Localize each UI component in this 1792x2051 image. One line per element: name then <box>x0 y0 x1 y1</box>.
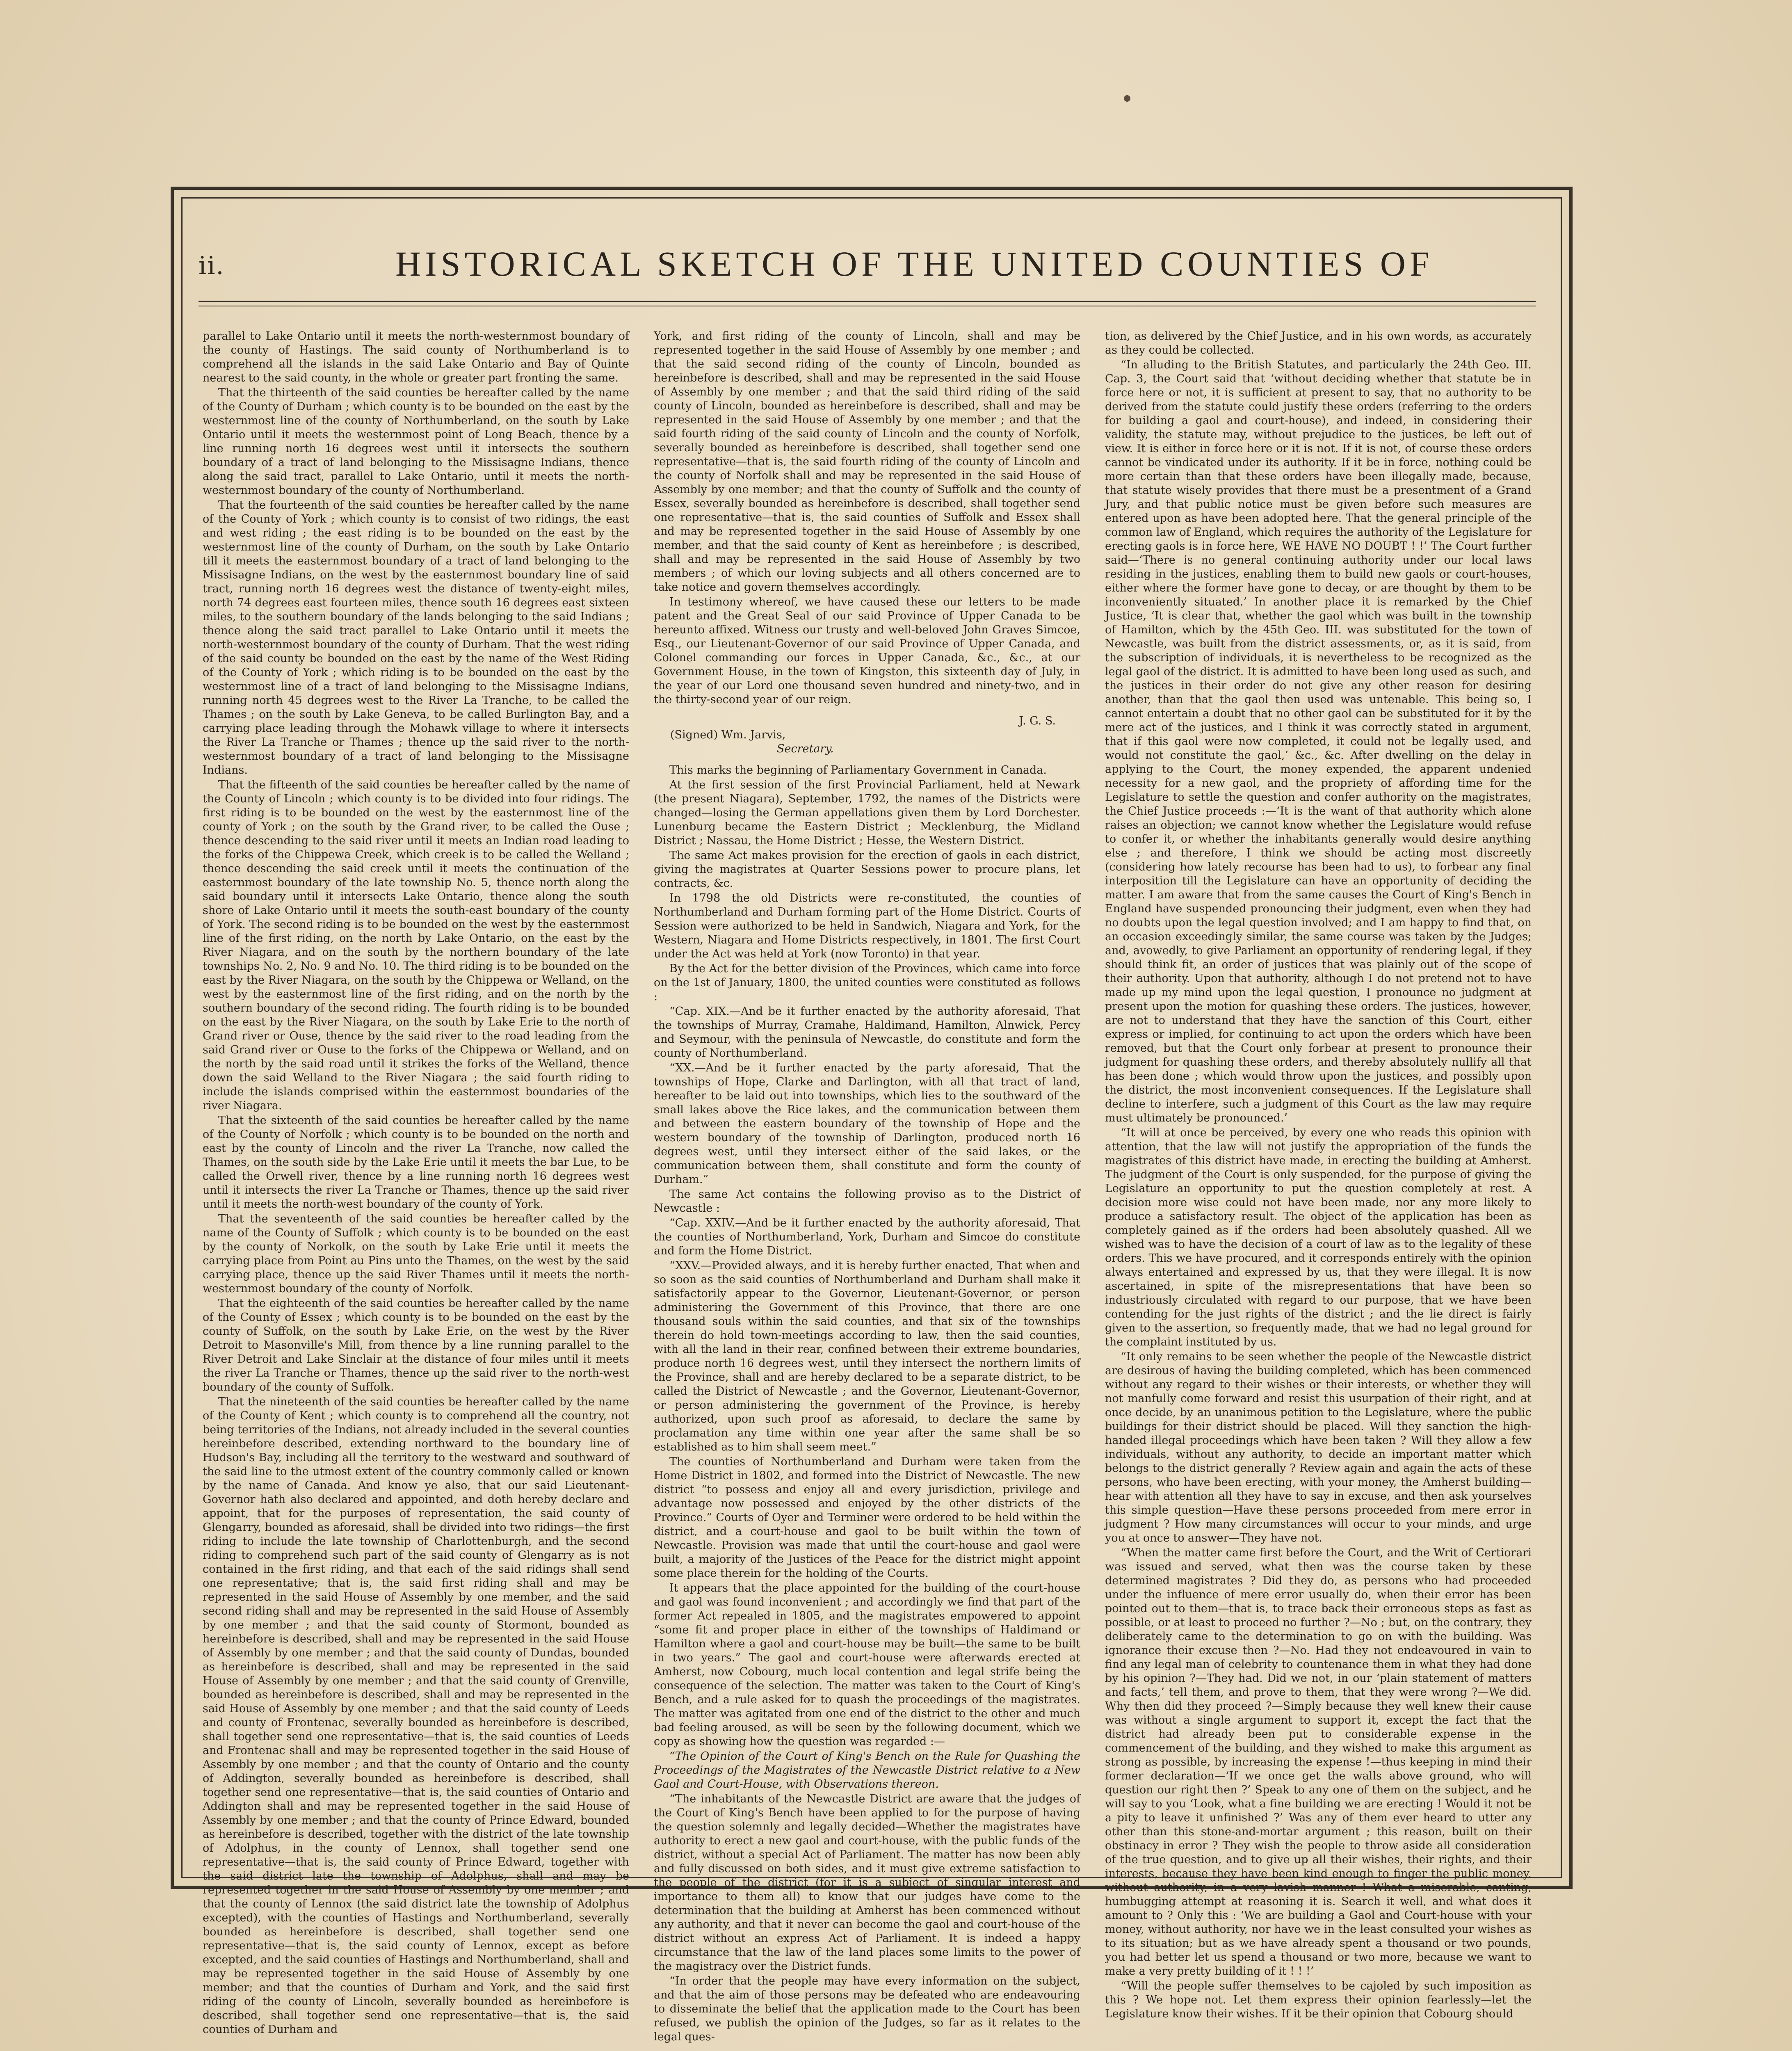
paragraph: That the thirteenth of the said counties be hereafter called by the name of the County of Durham ; which county is to be bounded on the east by the westernmost line of the county of Northumberland, on the south by Lake Ontario until it meets the westernmost point of Long Beach, thence by a line running north 16 degrees west until it intersects the southern boundary of a tract of land belonging to the Missisagne Indians, thence along the said tract, parallel to Lake Ontario, until it meets the north-westernmost boundary of the county of Northumberland. <box>203 386 629 497</box>
paragraph: This marks the beginning of Parliamentary Government in Canada. <box>669 764 1047 777</box>
paragraph: “XX.—And be it further enacted by the party aforesaid, That the townships of Hope, Clarke and Darlington, with all that tract of land, hereafter to be laid out into townships, which lies to the southward of the small lakes above the Rice lakes, and the communication between them and between the eastern boundary of the township of Hope and the western boundary of the township of Darlington, produced north 16 degrees west, until they intersect either of the said lakes, or the communication between them, shall constitute and form the county of Durham.” <box>654 1062 1080 1186</box>
paragraph: In 1798 the old Districts were re-constituted, the counties of Northumberland and Durham forming part of the Home District. Courts of Session were authorized to be held in Sandwich, Niagara and York, for the Western, Niagara and Home Districts respectively, in 1801. The first Court under the Act was held at York (now Toronto) in that year. <box>654 892 1080 960</box>
paragraph: The same Act makes provision for the erection of gaols in each district, giving the magistrates at Quarter Sessions power to procure plans, let contracts, &c. <box>654 849 1080 890</box>
paragraph: “It only remains to be seen whether the people of the Newcastle district are desirous of having the building completed, which has been commenced without any regard to their wishes or their interests, or whether they will not manfully come forward and resist this usurpation of their right, and at once decide, by an unanimous petition to the Legislature, where the public buildings for their district should be placed. Will they sanction the high-handed illegal proceedings which have been taken ? Will they allow a few individuals, without any authority, to decide an important matter which belongs to the district generally ? Review again and again the acts of these persons, who have been erecting, with your money, the Amherst building—hear with attention all they have to say in excuse, and then ask yourselves this simple question—Have these persons proceeded from mere error in judgment ? How many circumstances will occur to your minds, and urge you at once to answer—They have not. <box>1105 1350 1532 1544</box>
paragraph: “It will at once be perceived, by every one who reads this opinion with attention, that the law will not justify the appropriation of the funds the magistrates of this district have made, in erecting the building at Amherst. The judgment of the Court is only suspended, for the purpose of giving the Legislature an opportunity to put the question completely at rest. A decision more wise could not have been made, nor any more likely to produce a satisfactory result. The object of the application has been as completely gained as if the orders had been absolutely quashed. All we wished was to have the decision of a court of law as to the legality of these orders. This we have procured, and it corresponds entirely with the opinion always entertained and expressed by us, that they were illegal. It is now ascertained, in spite of the misrepresentations that have been so industriously circulated with regard to our purpose, that we have been contending for the just rights of the district ; and the lie direct is fairly given to the assertion, so frequently made, that we had no legal ground for the complaint instituted by us. <box>1105 1126 1532 1348</box>
signature-block <box>654 714 1080 756</box>
ink-dot <box>1124 95 1130 102</box>
page-number: ii. <box>199 251 225 280</box>
paragraph: That the fourteenth of the said counties be hereafter called by the name of the County of York ; which county is to consist of two ridings, the east and west riding ; the east riding is to be bounded on the east by the westernmost line of the county of Durham, on the south by Lake Ontario till it meets the easternmost boundary of a tract of land belonging to the Missisagne Indians, on the west by the easternmost boundary line of said tract, running north 16 degrees west the distance of twenty-eight miles, north 74 degrees east fourteen miles, thence south 16 degrees east sixteen miles, to the southern boundary of the lands belonging to the said Indians ; thence along the said tract parallel to Lake Ontario until it meets the north-westernmost boundary of the county of Durham. That the west riding of the said county be bounded on the east by the name of the West Riding of the County of York ; which riding is to be bounded on the east by the westernmost line of a tract of land belonging to the Missisagne Indians, running north 45 degrees west to the River La Tranche, to be called the Thames ; on the south by Lake Geneva, to be called Burlington Bay, and a carrying place leading through the Mohawk village to where it intersects the River La Tranche or Thames ; thence up the said river to the north-westernmost boundary of a tract of land belonging to the Missisagne Indians. <box>203 499 629 777</box>
paragraph: The counties of Northumberland and Durham were taken from the Home District in 1802, and formed into the District of Newcastle. The new district “to possess and enjoy all and every jurisdiction, privilege and advantage now possessed and enjoyed by the other districts of the Province.” Courts of Oyer and Terminer were ordered to be held within the district, and a court-house and gaol to be built within the town of Newcastle. Provision was made that until the court-house and gaol were built, a majority of the Justices of the Peace for the district might appoint some place therein for the holding of the Courts. <box>654 1455 1080 1580</box>
paragraph: “In alluding to the British Statutes, and particularly the 24th Geo. III. Cap. 3, the Court said that ‘without deciding whether that statute be in force here or not, it is sufficient at present to say, that no authority to be derived from the statute could justify these orders (referring to the orders for building a gaol and court-house), and indeed, in considering their validity, the statute may, without prejudice to the justices, be left out of view. It is either in force here or it is not. If it is not, of course these orders cannot be vindicated under its authority. If it be in force, nothing could be more certain than that these orders have been illegally made, because, that statute wisely provides that there must be a presentment of a Grand Jury, and that public notice must be given before such measures are entered upon as have been adopted here. That the general principle of the common law of England, which requires the authority of the Legislature for erecting gaols is in force here, WE HAVE NO DOUBT ! !’ The Court further said—‘There is no general continuing authority under our local laws residing in the justices, enabling them to build new gaols or court-houses, either where the former have gone to decay, or are thought by them to be inconveniently situated.’ In another place it is remarked by the Chief Justice, ‘It is clear that, whether the gaol which was built in the township of Hamilton, which by the 45th Geo. III. was substituted for the town of Newcastle, was built from the district assessments, or, as it is said, from the subscription of individuals, it is nevertheless to be recognized as the legal gaol of the district. It is admitted to have been long used as such, and the justices in their order do not give any other reason for desiring another, than that the gaol then used was untenable. This being so, I cannot entertain a doubt that no other gaol can be substituted for it by the mere act of the justices, and I think it was correctly stated in argument, that if this gaol were now completed, it could not be legally used, and would not constitute the gaol,’ &c., &c. After dwelling on the delay in applying to the Court, the money expended, the apparent undenied necessity for a new gaol, and the propriety of affording time for the Legislature to settle the question and confer authority on the magistrates, the Chief Justice proceeds :—‘It is the want of that authority which alone raises an objection; we cannot know whether the Legislature would refuse to confer it, or whether the inhabitants generally would desire anything else ; and therefore, I think we should be acting most discreetly (considering how lately recourse has been had to us), to forbear any final interposition till the Legislature can have an opportunity of deciding the matter. I am aware that from the same causes the Court of King's Bench in England have suspended pronouncing their judgment, even when they had no doubts upon the legal question involved; and I am happy to find that, on an occasion exceedingly similar, the same course was taken by the Judges; and, avowedly, to give Parliament an opportunity of rendering legal, if they should think fit, an order of justices that was plainly out of the scope of their authority. Upon that authority, although I do not pretend not to have made up my mind upon the legal question, I pronounce no judgment at present upon the motion for quashing these orders. The justices, however, are not to understand that they have the sanction of this Court, either express or implied, for continuing to act upon the orders which have been removed, but that the Court only forbear at present to pronounce their judgment for quashing these orders, and thereby absolutely nullify all that has been done ; which would throw upon the justices, and possibly upon the district, the most inconvenient consequences. If the Legislature shall decline to interfere, such a judgment of this Court as the law may require must ultimately be pronounced.’ <box>1105 359 1532 1124</box>
paragraph: “In order that the people may have every information on the subject, and that the aim of those persons may be defeated who are endeavouring to disseminate the belief that the application made to the Court has been refused, we publish the opinion of the Judges, so far as it relates to the legal ques- <box>654 1975 1080 2043</box>
page-frame <box>171 187 1573 2043</box>
paragraph: That the nineteenth of the said counties be hereafter called by the name of the County of Kent ; which county is to comprehend all the country, not being territories of the Indians, not already included in the several counties hereinbefore described, extending northward to the boundary line of Hudson's Bay, including all the territory to the westward and southward of the said line to the utmost extent of the country commonly called or known by the name of Canada. And know ye also, that our said Lieutenant-Governor hath also declared and appointed, and doth hereby declare and appoint, that for the purposes of representation, the said county of Glengarry, bounded as aforesaid, shall be divided into two ridings—the first riding to include the late township of Charlottenburgh, and the second riding to comprehend such part of the said county of Glengarry as is not contained in the first riding, and that each of the said ridings shall send one representative; that is, the said first riding shall and may be represented in the said House of Assembly by one member, and the said second riding shall and may be represented in the said House of Assembly by one member ; and that the said county of Stormont, bounded as hereinbefore is described, shall and may be represented in the said House of Assembly by one member ; and that the said county of Dundas, bounded as hereinbefore is described, shall and may be represented in the said House of Assembly by one member ; and that the said county of Grenville, bounded as hereinbefore is described, shall and may be represented in the said House of Assembly by one member ; and that the said county of Leeds and county of Frontenac, severally bounded as hereinbefore is described, shall together send one representative—that is, the said counties of Leeds and Frontenac shall and may be represented together in the said House of Assembly by one member ; and that the county of Ontario and the county of Addington, severally bounded as hereinbefore is described, shall together send one representative—that is, the said counties of Ontario and Addington shall and may be represented together in the said House of Assembly by one member ; and that the county of Prince Edward, bounded as hereinbefore is described, together with the district of the late township of Adolphus, in the county of Lennox, shall together send one representative—that is, the said county of Prince Edward, together with the said district late the township of Adolphus, shall and may be represented together in the said House of Assembly by one member ; and that the county of Lennox (the said district late the township of Adolphus excepted), with the counties of Hastings and Northumberland, severally bounded as hereinbefore is described, shall together send one representative—that is, the said county of Lennox, except as before excepted, and the said counties of Hastings and Northumberland, shall and may be represented together in the said House of Assembly by one member; and that the counties of Durham and York, and the said first riding of the county of Lincoln, severally bounded as hereinbefore is described, shall together send one representative—that is, the said counties of Durham and <box>203 1396 629 2036</box>
signature-role: Secretary. <box>777 742 834 755</box>
paragraph: parallel to Lake Ontario until it meets the north-westernmost boundary of the county of Hastings. The said county of Northumberland is to comprehend all the islands in the said Lake Ontario and Bay of Quinte nearest to the said county, in the whole or greater part fronting the same. <box>203 330 629 384</box>
paragraph: It appears that the place appointed for the building of the court-house and gaol was found inconvenient ; and accordingly we find that part of the former Act repealed in 1805, and the magistrates empowered to appoint “some fit and proper place in either of the townships of Haldimand or Hamilton where a gaol and court-house may be built—the same to be built in two years.” The gaol and court-house were afterwards erected at Amherst, now Cobourg, much local contention and legal strife being the consequence of the selection. The matter was taken to the Court of King's Bench, and a rule asked for to quash the proceedings of the magistrates. The matter was agitated from one end of the district to the other and much bad feeling aroused, as will be seen by the following document, which we copy as showing how the question was regarded :— <box>654 1582 1080 1748</box>
paragraph: By the Act for the better division of the Provinces, which came into force on the 1st of January, 1800, the united counties were constituted as follows : <box>654 962 1080 1003</box>
paragraph: “The Opinion of the Court of King's Bench on the Rule for Quashing the Proceedings of the Magistrates of the Newcastle District relative to a New Gaol and Court-House, with Observations thereon. <box>654 1750 1080 1791</box>
paragraph: That the seventeenth of the said counties be hereafter called by the name of the County of Suffolk ; which county is to be bounded on the east by the county of Norkolk, on the south by Lake Erie until it meets the carrying place from Point au Pins unto the Thames, on the west by the said carrying place, thence up the said River Thames until it meets the north-westernmost boundary of the county of Norfolk. <box>203 1213 629 1295</box>
text-columns <box>203 329 1532 2043</box>
paragraph: “XXV.—Provided always, and it is hereby further enacted, That when and so soon as the said counties of Northumberland and Durham shall make it satisfactorily appear to the Governor, Lieutenant-Governor, or person administering the Government of this Province, that there are one thousand souls within the said counties, and that six of the townships therein do hold town-meetings according to law, then the said counties, with all the land in their rear, confined between their extreme boundaries, produce north 16 degrees west, until they intersect the northern limits of the Province, shall and are hereby declared to be a separate district, to be called the District of Newcastle ; and the Governor, Lieutenant-Governor, or person administering the government of the Province, is hereby authorized, upon such proof as aforesaid, to declare the same by proclamation any time within one year after the same shall be so established as to him shall seem meet.” <box>654 1259 1080 1453</box>
header-rule <box>199 301 1536 302</box>
page-header <box>199 243 1532 288</box>
signature-initials: J. G. S. <box>1019 715 1056 727</box>
paragraph: That the fifteenth of the said counties be hereafter called by the name of the County of Lincoln ; which county is to be divided into four ridings. The first riding is to be bounded on the west by the easternmost line of the county of York ; on the south by the Grand river, to be called the Ouse ; thence descending to the said river until it meets an Indian road leading to the forks of the Chippewa Creek, which creek is to be called the Welland ; thence descending the said creek until it meets the continuation of the easternmost boundary of the late township No. 5, thence north along the said boundary until it intersects Lake Ontario, thence along the south shore of Lake Ontario until it meets the south-east boundary of the county of York. The second riding is to be bounded on the west by the easternmost line of the first riding, on the north by Lake Ontario, on the east by the River Niagara, and on the south by the northern boundary of the late townships No. 2, No. 9 and No. 10. The third riding is to be bounded on the east by the River Niagara, on the south by the Chippewa or Welland, on the west by the easternmost line of the first riding, and on the north by the southern boundary of the second riding. The fourth riding is to be bounded on the east by the River Niagara, on the south by Lake Erie to the north of Grand river or Ouse, thence by the said river to the road leading from the said Grand river or Ouse to the forks of the Chippewa or Welland, and on the north by the said road until it strikes the forks of the Welland, thence down the said Welland to the River Niagara ; the said fourth riding to include the islands comprised within the easternmost boundaries of the river Niagara. <box>203 779 629 1112</box>
paragraph: “When the matter came first before the Court, and the Writ of Certiorari was issued and served, what then was the course taken by these determined magistrates ? Did they do, as persons who had proceeded under the influence of mere error usually do, when their error has been pointed out to them—that is, to trace back their erroneous steps as fast as possible, or at least to proceed no further ?—No ; but, on the contrary, they deliberately came to the determination to go on with the building. Was ignorance their excuse then ?—No. Had they not endeavoured in vain to find any legal man of celebrity to countenance them in what they had done by his opinion ?—They had. Did we not, in our ‘plain statement of matters and facts,’ tell them, and prove to them, that they were wrong ?—We did. Why then did they proceed ?—Simply because they well knew their cause was without a single argument to support it, except the fact that the district had already been put to considerable expense in the commencement of the building, and they wished to make this argument as strong as possible, by increasing the expense !—thus keeping in mind their former declaration—‘If we once get the walls above ground, who will question our right then ?’ Speak to any one of them on the subject, and he will say to you ‘Look, what a fine building we are erecting ! Would it not be a pity to leave it unfinished ?’ Was any of them ever heard to utter any other than this stone-and-mortar argument ; this reason, built on their obstinacy in error ? They wish the people to throw aside all consideration of the true question, and to give up all their wishes, their rights, and their interests, because they have been kind enough to finger the public money, without authority, in a very lavish manner ! What a miserable, canting, humbugging attempt at reasoning it is. Search it well, and what does it amount to ? Only this : ‘We are building a Gaol and Court-house with your money, without authority, nor have we in the least consulted your wishes as to its situation; but as we have already spent a thousand or two pounds, you had better let us spend a thousand or two more, because we want to make a very pretty building of it ! ! !’ <box>1105 1546 1532 1978</box>
paragraph: The same Act contains the following proviso as to the District of Newcastle : <box>654 1188 1080 1215</box>
paragraph: “Cap. XIX.—And be it further enacted by the authority aforesaid, That the townships of Murray, Cramahe, Haldimand, Hamilton, Alnwick, Percy and Seymour, with the peninsula of Newcastle, do constitute and form the county of Northumberland. <box>654 1005 1080 1060</box>
paragraph: That the eighteenth of the said counties be hereafter called by the name of the County of Essex ; which county is to be bounded on the east by the county of Suffolk, on the south by Lake Erie, on the west by the River Detroit to Masonville's Mill, from thence by a line running parallel to the River Detroit and Lake Sinclair at the distance of four miles until it meets the river La Tranche or Thames, thence up the said river to the north-west boundary of the county of Suffolk. <box>203 1297 629 1393</box>
column-2 <box>654 329 1080 2043</box>
paragraph: York, and first riding of the county of Lincoln, shall and may be represented together in the said House of Assembly by one member ; and that the said second riding of the county of Lincoln, bounded as hereinbefore is described, shall and may be represented in the said House of Assembly by one member ; and that the said third riding of the said county of Lincoln, bounded as hereinbefore is described, shall and may be represented in the said House of Assembly by one member ; and that the said fourth riding of the said county of Lincoln and the county of Norfolk, severally bounded as hereinbefore is described, shall together send one representative—that is, the said fourth riding of the county of Lincoln and the county of Norfolk shall and may be represented in the said House of Assembly by one member; and that the county of Suffolk and the county of Essex, severally bounded as hereinbefore is described, shall together send one representative—that is, the said counties of Suffolk and Essex shall and may be represented together in the said House of Assembly by one member, and that the said county of Kent as hereinbefore ; is described, shall and may be represented in the said House of Assembly by two members ; of which our loving subjects and all others concerned are to take notice and govern themselves accordingly. <box>654 330 1080 594</box>
signature-name: (Signed) Wm. Jarvis, <box>670 729 786 741</box>
paragraph: tion, as delivered by the Chief Justice, and in his own words, as accurately as they could be collected. <box>1105 330 1532 356</box>
paragraph: That the sixteenth of the said counties be hereafter called by the name of the County of Norfolk ; which county is to be bounded on the north and east by the county of Lincoln and the river La Tranche, now called the Thames, on the south side by the Lake Erie until it meets the bar Lue, to be called the Orwell river, thence by a line running north 16 degrees west until it intersects the river La Tranche or Thames, thence up the said river until it meets the north-west boundary of the county of York. <box>203 1114 629 1211</box>
paragraph: At the first session of the first Provincial Parliament, held at Newark (the present Niagara), September, 1792, the names of the Districts were changed—losing the German appellations given them by Lord Dorchester. Lunenburg became the Eastern District ; Mecklenburg, the Midland District ; Nassau, the Home District ; Hesse, the Western District. <box>654 779 1080 847</box>
column-3 <box>1105 329 1532 2020</box>
page-title: HISTORICAL SKETCH OF THE UNITED COUNTIES OF <box>395 244 1434 283</box>
paragraph: In testimony whereof, we have caused these our letters to be made patent and the Great Seal of our said Province of Upper Canada to be hereunto affixed. Witness our trusty and well-beloved John Graves Simcoe, Esq., our Lieutenant-Governor of our said Province of Upper Canada, and Colonel commanding our forces in Upper Canada, &c., &c., at our Government House, in the town of Kingston, this sixteenth day of July, in the year of our Lord one thousand seven hundred and ninety-two, and in the thirty-second year of our reign. <box>654 596 1080 706</box>
column-1 <box>203 329 629 2036</box>
paragraph: “Cap. XXIV.—And be it further enacted by the authority aforesaid, That the counties of Northumberland, York, Durham and Simcoe do constitute and form the Home District. <box>654 1217 1080 1257</box>
paragraph: “Will the people suffer themselves to be cajoled by such imposition as this ? We hope not. Let them express their opinion fearlessly—let the Legislature know their wishes. If it be their opinion that Cobourg should <box>1105 1980 1532 2020</box>
paragraph: “The inhabitants of the Newcastle District are aware that the judges of the Court of King's Bench have been applied to for the purpose of having the question solemnly and legally decided—Whether the magistrates have authority to erect a new gaol and court-house, with the public funds of the district, without a special Act of Parliament. The matter has now been ably and fully discussed on both sides, and it must give extreme satisfaction to the people of the district (for it is a subject of singular interest and importance to them all) to know that our judges have come to the determination that the building at Amherst has been commenced without any authority, and that it never can become the gaol and court-house of the district without an express Act of Parliament. It is indeed a happy circumstance that the law of the land places some limits to the power of the magistracy over the District funds. <box>654 1793 1080 1973</box>
